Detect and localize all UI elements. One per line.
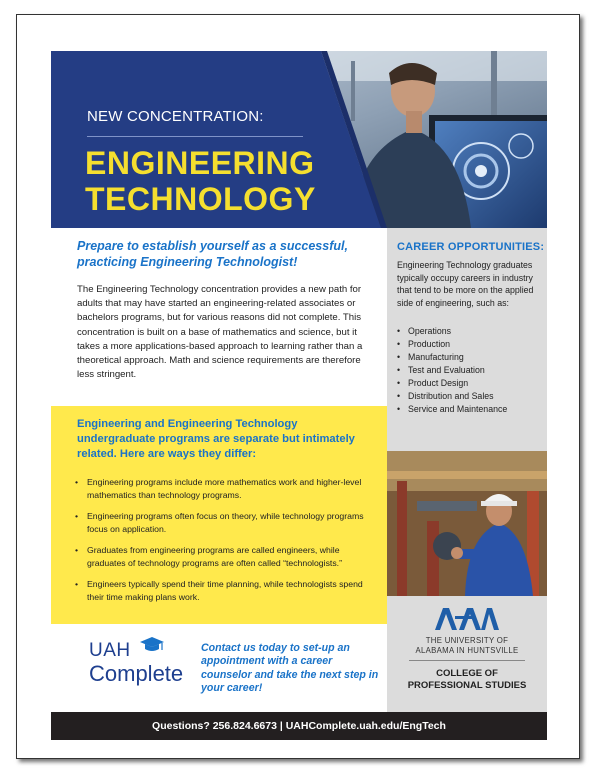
differences-heading: Engineering and Engineering Technology undergraduate programs are separate but intimately related. Here are ways they differ: (77, 418, 355, 460)
career-body: Engineering Technology graduates typically occupy careers in industry that tend to be more on the applied side of engineering, such as: (397, 260, 534, 308)
hero-title-line-2: TECHNOLOGY (85, 181, 316, 217)
flyer-sheet (16, 14, 580, 759)
university-block (387, 596, 547, 712)
hero-text (51, 51, 547, 228)
list-item: • Test and Evaluation (397, 364, 542, 377)
list-item: • Operations (397, 325, 542, 338)
side-photo-technician-valve (387, 451, 547, 596)
logo-complete-text: Complete (89, 661, 184, 686)
career-section (387, 228, 547, 451)
college-name-line-2: PROFESSIONAL STUDIES (407, 679, 527, 691)
logo-uah-text: UAH (89, 640, 131, 661)
uah-logo-icon (435, 606, 499, 630)
list-item: • Engineers typically spend their time planning, while technologists spend their time making plans work. (75, 578, 379, 604)
list-item: • Engineering programs include more mathematics work and higher-level mathematics than technology programs. (75, 476, 379, 502)
university-name-line-1: THE UNIVERSITY OF (425, 636, 509, 645)
intro-lead: Prepare to establish yourself as a successful, practicing Engineering Technologist! (77, 239, 348, 269)
footer-contact-bar: Questions? 256.824.6673 | UAHComplete.uah.edu/EngTech (51, 712, 547, 740)
differences-list (75, 476, 379, 612)
list-item: • Manufacturing (397, 351, 542, 364)
intro-section (51, 228, 387, 406)
hero-title-line-1: ENGINEERING (85, 145, 315, 181)
flyer-page (51, 51, 547, 740)
university-name-line-2: ALABAMA IN HUNTSVILLE (415, 645, 519, 655)
graduation-cap-icon (139, 636, 165, 656)
intro-body: The Engineering Technology concentration provides a new path for adults that may have started an engineering-related associates or bachelors programs, but for various reasons did not complete. This concentration is built on a base of mathematics and science, but it takes a more applications-based approach to learning rather than a theoretical approach. Math and science requirements are therefore less stringent. (77, 284, 363, 381)
list-item: • Production (397, 338, 542, 351)
contact-text: Contact us today to set-up an appointment with a career counselor and take the next step in your career! (201, 642, 379, 695)
contact-section (51, 624, 387, 712)
career-heading: CAREER OPPORTUNITIES: (397, 241, 545, 253)
hero-divider (87, 136, 303, 137)
hero-banner (51, 51, 547, 228)
uah-complete-logo (71, 636, 191, 692)
list-item: • Distribution and Sales (397, 390, 542, 403)
career-list (397, 325, 542, 416)
university-name (387, 636, 547, 655)
university-divider (409, 660, 525, 661)
college-name-line-1: COLLEGE OF (436, 668, 498, 679)
list-item: • Service and Maintenance (397, 403, 542, 416)
list-item: • Engineering programs often focus on theory, while technology programs focus on application. (75, 510, 379, 536)
college-name (387, 668, 547, 691)
hero-title (85, 145, 316, 217)
list-item: • Graduates from engineering programs are called engineers, while graduates of technology programs are often called “technologists.” (75, 544, 379, 570)
list-item: • Product Design (397, 377, 542, 390)
differences-section (51, 406, 387, 624)
hero-subtitle: NEW CONCENTRATION: (87, 108, 264, 125)
